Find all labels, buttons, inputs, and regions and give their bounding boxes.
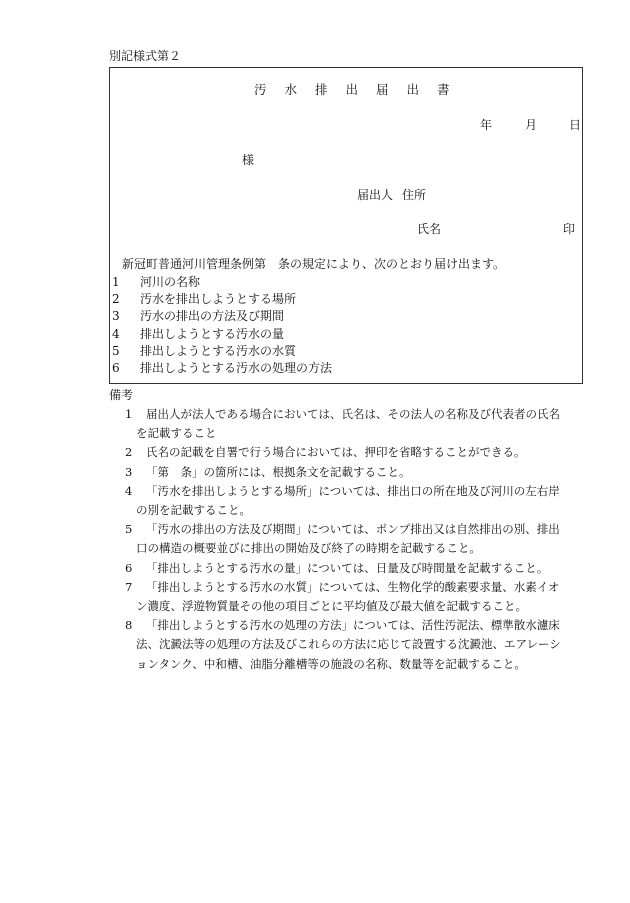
- remark-text: を記載すること: [136, 426, 217, 440]
- remark-number: 5: [125, 522, 133, 536]
- item-number: 5: [112, 344, 120, 358]
- date-day-label: 日: [569, 118, 582, 132]
- remark-text: ン濃度、浮遊物質量その他の項目ごとに平均値及び最大値を記載すること。: [136, 599, 527, 613]
- address-label: 住所: [402, 188, 427, 202]
- item-text: 排出しようとする汚水の処理の方法: [140, 361, 333, 375]
- remark-number: 8: [125, 618, 133, 632]
- form-title: 汚水排出届出書: [254, 82, 468, 97]
- item-number: 6: [112, 361, 120, 375]
- item-text: 汚水を排出しようとする場所: [140, 292, 297, 306]
- remark-number: 2: [125, 445, 133, 459]
- form-label: 別記様式第２: [109, 49, 182, 63]
- date-month-label: 月: [525, 118, 538, 132]
- item-text: 排出しようとする汚水の量: [140, 327, 285, 341]
- item-number: 2: [112, 292, 120, 306]
- item-number: 1: [112, 275, 120, 289]
- item-text: 排出しようとする汚水の水質: [140, 344, 297, 358]
- seal-label: 印: [563, 222, 576, 236]
- remark-number: 1: [125, 407, 133, 421]
- remark-text: 法、沈澱法等の処理の方法及びこれらの方法に応じて設置する沈澱池、エアレーシ: [136, 637, 561, 651]
- remark-text: 「汚水の排出の方法及び期間」については、ポンプ排出又は自然排出の別、排出: [146, 522, 560, 536]
- remark-text: の別を記載すること。: [136, 503, 251, 517]
- remark-text: 届出人が法人である場合においては、氏名は、その法人の名称及び代表者の氏名: [146, 407, 560, 421]
- name-label: 氏名: [417, 222, 442, 236]
- remark-number: 6: [125, 561, 133, 575]
- remark-text: 「汚水を排出しようとする場所」については、排出口の所在地及び河川の左右岸: [146, 484, 560, 498]
- item-text: 河川の名称: [140, 275, 201, 289]
- remark-number: 7: [125, 580, 133, 594]
- remark-number: 4: [125, 484, 133, 498]
- remarks-heading: 備考: [109, 388, 134, 402]
- addressee-suffix: 様: [242, 153, 255, 167]
- remark-text: 氏名の記載を自署で行う場合においては、押印を省略することができる。: [146, 445, 526, 459]
- remark-text: 「第 条」の箇所には、根拠条文を記載すること。: [146, 465, 411, 479]
- remark-text: ョンタンク、中和槽、油脂分離槽等の施設の名称、数量等を記載すること。: [136, 657, 526, 671]
- item-number: 4: [112, 327, 120, 341]
- remark-text: 「排出しようとする汚水の水質」については、生物化学的酸素要求量、水素イオ: [146, 580, 560, 594]
- remark-text: 「排出しようとする汚水の処理の方法」については、活性汚泥法、標準散水濾床: [146, 618, 560, 632]
- item-text: 汚水の排出の方法及び期間: [140, 309, 285, 323]
- remark-text: 口の構造の概要並びに排出の開始及び終了の時期を記載すること。: [136, 541, 481, 555]
- item-number: 3: [112, 309, 120, 323]
- remark-text: 「排出しようとする汚水の量」については、日量及び時間量を記載すること。: [146, 561, 549, 575]
- applicant-label: 届出人: [357, 188, 394, 202]
- date-year-label: 年: [480, 118, 493, 132]
- intro-text: 新冠町普通河川管理条例第 条の規定により、次のとおり届け出ます。: [122, 257, 506, 271]
- remark-number: 3: [125, 465, 133, 479]
